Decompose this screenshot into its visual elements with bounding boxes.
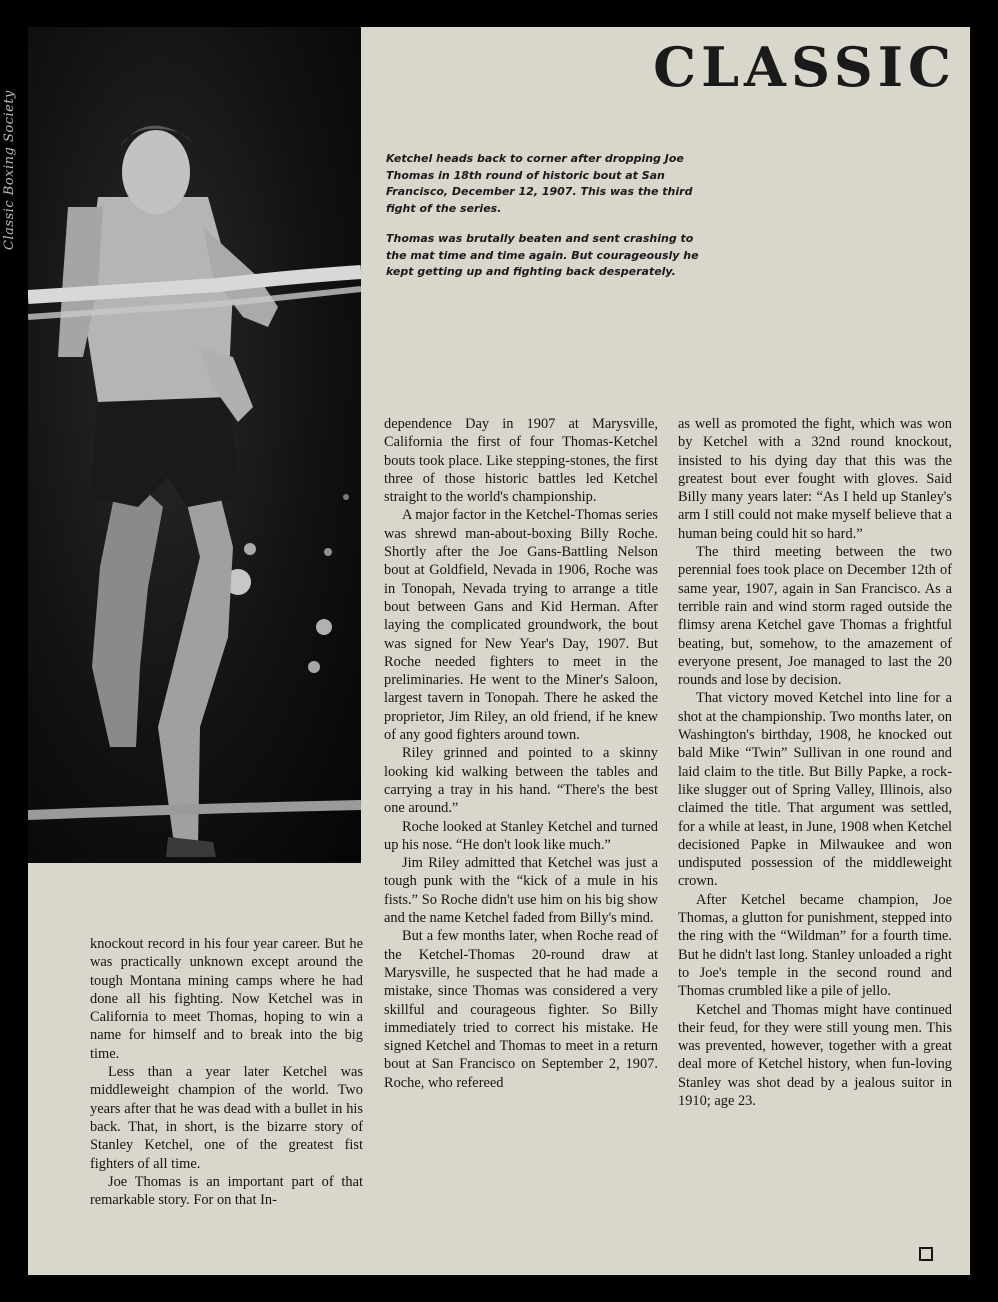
article-paragraph: After Ketchel became champion, Joe Thomas, a glutton for punishment, stepped into the ring with the “Wildman” for a fourth time. But he didn't last long. Stanley unloaded a right to Joe's temple in the second round and Thomas crumbled like a pile of jello.	[678, 891, 952, 1000]
article-column-2	[384, 415, 658, 1092]
article-paragraph: dependence Day in 1907 at Marysville, California the first of four Thomas-Ketchel bouts took place. Like stepping-stones, the first three of those historic battles led Ketchel straight to the world's championship.	[384, 416, 658, 506]
article-paragraph: Joe Thomas is an important part of that remarkable story. For on that In-	[90, 1173, 363, 1209]
article-paragraph: Jim Riley admitted that Ketchel was just a tough punk with the “kick of a mule in his fists.” So Roche didn't use him on his big show and the name Ketchel faded from Billy's mind.	[384, 855, 658, 927]
article-column-1	[90, 935, 363, 1209]
caption-paragraph: Ketchel heads back to corner after dropping Joe Thomas in 18th round of historic bout at San Francisco, December 12, 1907. This was the third fight of the series.	[386, 152, 693, 215]
article-paragraph: as well as promoted the fight, which was won by Ketchel with a 32nd round knockout, insisted to his dying day that this was the greatest bout ever fought with gloves. Said Billy many years later: “As I held up Stanley's arm I still could not make myself believe that a human being could hit so hard.”	[678, 416, 952, 542]
article-paragraph: That victory moved Ketchel into line for a shot at the championship. Two months later, on Washington's birthday, 1908, he knocked out bald Mike “Twin” Sullivan in one round and laid claim to the title. But Billy Papke, a rock-like slugger out of Spring Valley, Illinois, also claimed the title. That argument was settled, for a while at least, in June, 1908 when Ketchel decisioned Papke in Milwaukee and won undisputed possession of the middleweight crown.	[678, 690, 952, 890]
boxer-illustration	[28, 27, 361, 863]
article-paragraph: Roche looked at Stanley Ketchel and turned up his nose. “He don't look like much.”	[384, 818, 658, 853]
article-column-3	[678, 415, 952, 1110]
article-paragraph: A major factor in the Ketchel-Thomas series was shrewd man-about-boxing Billy Roche. Shortly after the Joe Gans-Battling Nelson bout at Goldfield, Nevada in 1906, Roche was in Tonopah, Nevada trying to arrange a title bout between Gans and Kid Herman. After laying the complicated groundwork, the bout was signed for New Year's Day, 1907. But Roche needed fighters to meet in the preliminaries. He went to the Miner's Saloon, largest tavern in Tonopah. There he asked the proprietor, Jim Riley, an old friend, if he knew of any good fighters around town.	[384, 507, 658, 744]
page-headline: CLASSIC	[653, 35, 956, 99]
photo-caption	[386, 151, 716, 295]
watermark-text: Classic Boxing Society	[2, 90, 17, 250]
article-paragraph: knockout record in his four year career. But he was practically unknown except around the tough Montana mining camps where he had done all his fighting. Now Ketchel was in California to meet Thomas, hoping to win a name for himself and to break into the big time.	[90, 936, 363, 1062]
magazine-page	[28, 27, 970, 1275]
article-paragraph: Less than a year later Ketchel was middleweight champion of the world. Two years after that he was dead with a bullet in his back. That, in short, is the bizarre story of Stanley Ketchel, one of the greatest fist fighters of all time.	[90, 1064, 363, 1172]
boxing-photo	[28, 27, 361, 863]
end-of-article-square-icon	[919, 1247, 933, 1261]
article-paragraph: Riley grinned and pointed to a skinny looking kid walking between the tables and carrying a tray in his hand. “There's the best one around.”	[384, 745, 658, 817]
caption-paragraph: Thomas was brutally beaten and sent crashing to the mat time and time again. But courageously he kept getting up and fighting back desperately.	[386, 232, 699, 278]
article-paragraph: Ketchel and Thomas might have continued their feud, for they were still young men. This was prevented, however, together with a great deal more of Ketchel history, when fun-loving Stanley was shot dead by a jealous suitor in 1910; age 23.	[678, 1001, 952, 1109]
article-paragraph: The third meeting between the two perennial foes took place on December 12th of same year, 1907, again in San Francisco. As a terrible rain and wind storm raged outside the flimsy arena Ketchel gave Thomas a frightful beating, but, somehow, to the amazement of everyone present, Joe managed to last the 20 rounds and lose by decision.	[678, 544, 952, 689]
article-paragraph: But a few months later, when Roche read of the Ketchel-Thomas 20-round draw at Marysville, he suspected that he had made a mistake, since Thomas was considered a very skillful and courageous fighter. So Billy immediately tried to correct his mistake. He signed Ketchel and Thomas to meet in a return bout at San Francisco on September 2, 1907. Roche, who refereed	[384, 928, 658, 1091]
